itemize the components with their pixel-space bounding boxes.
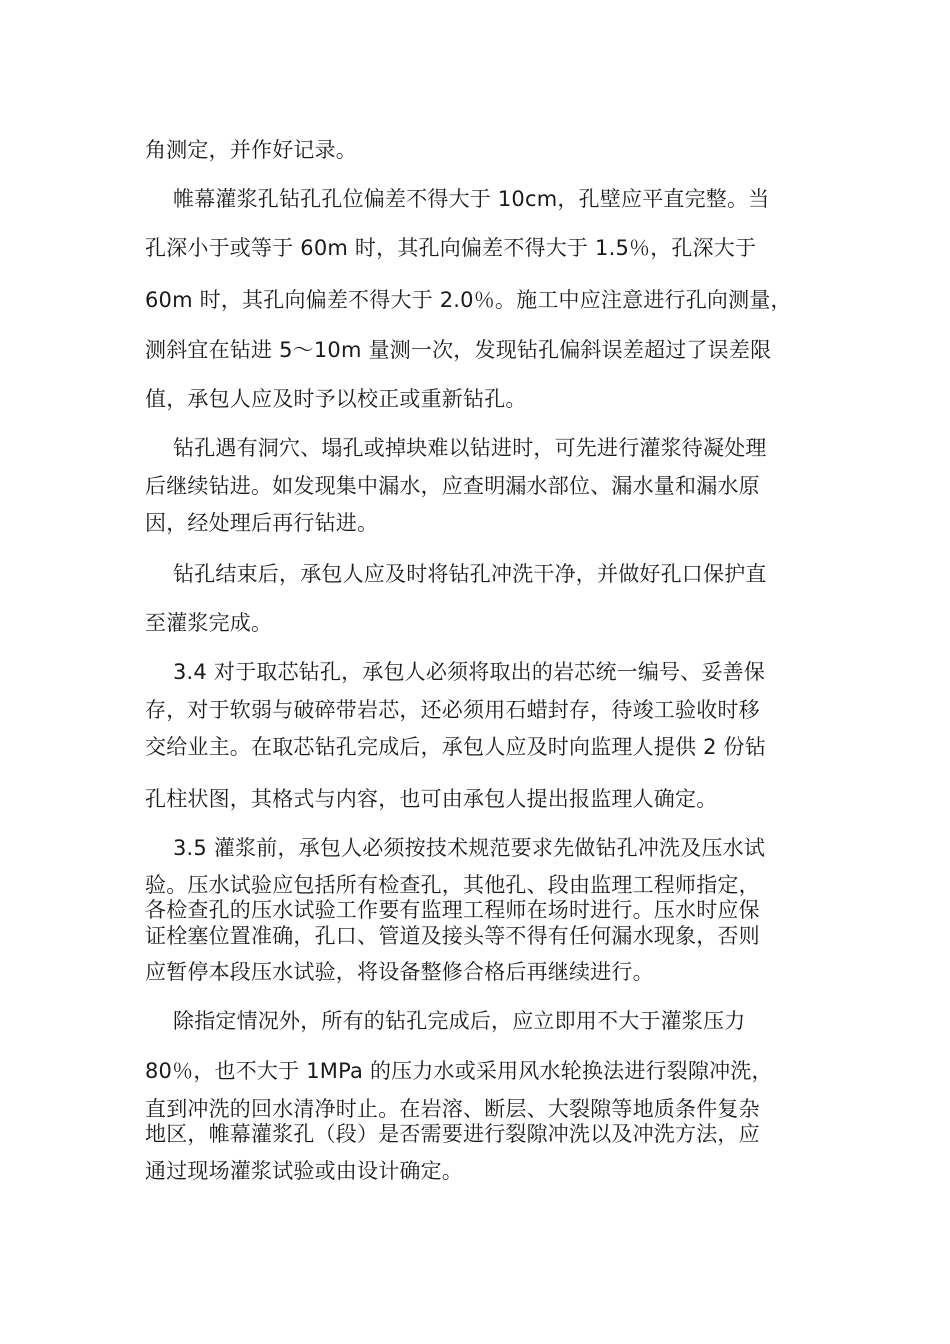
text-line: 后继续钻进。如发现集中漏水，应查明漏水部位、漏水量和漏水原 [145, 474, 760, 498]
text-line: 角测定，并作好记录。 [145, 138, 357, 162]
text-line: 验。压水试验应包括所有检查孔，其他孔、段由监理工程师指定， [145, 873, 760, 897]
text-line: 因，经处理后再行钻进。 [145, 511, 379, 535]
text-line: 孔柱状图，其格式与内容，也可由承包人提出报监理人确定。 [145, 787, 718, 811]
text-line: 值，承包人应及时予以校正或重新钻孔。 [145, 387, 527, 411]
text-line: 3.4 对于取芯钻孔，承包人必须将取出的岩芯统一编号、妥善保 [173, 660, 766, 684]
text-line: 除指定情况外，所有的钻孔完成后，应立即用不大于灌浆压力 [173, 1009, 746, 1033]
text-line: 钻孔遇有洞穴、塌孔或掉块难以钻进时，可先进行灌浆待凝处理 [173, 436, 767, 460]
text-line: 应暂停本段压水试验，将设备整修合格后再继续进行。 [145, 960, 654, 984]
text-line: 至灌浆完成。 [145, 611, 273, 635]
text-line: 80％，也不大于 1MPa 的压力水或采用风水轮换法进行裂隙冲洗， [145, 1059, 773, 1083]
text-line: 直到冲洗的回水清净时止。在岩溶、断层、大裂隙等地质条件复杂 [145, 1097, 760, 1121]
text-line: 帷幕灌浆孔钻孔孔位偏差不得大于 10cm，孔壁应平直完整。当 [173, 187, 770, 211]
text-line: 测斜宜在钻进 5～10m 量测一次，发现钻孔偏斜误差超过了误差限 [145, 338, 772, 362]
text-line: 60m 时，其孔向偏差不得大于 2.0％。施工中应注意进行孔向测量， [145, 288, 792, 312]
text-line: 各检查孔的压水试验工作要有监理工程师在场时进行。压水时应保 [145, 898, 760, 922]
text-line: 交给业主。在取芯钻孔完成后，承包人应及时向监理人提供 2 份钻 [145, 735, 766, 759]
text-line: 孔深小于或等于 60m 时，其孔向偏差不得大于 1.5％，孔深大于 [145, 236, 757, 260]
text-line: 钻孔结束后，承包人应及时将钻孔冲洗干净，并做好孔口保护直 [173, 562, 767, 586]
text-line: 证栓塞位置准确，孔口、管道及接头等不得有任何漏水现象，否则 [145, 924, 760, 948]
text-line: 存，对于软弱与破碎带岩芯，还必须用石蜡封存，待竣工验收时移 [145, 698, 760, 722]
text-line: 地区，帷幕灌浆孔（段）是否需要进行裂隙冲洗以及冲洗方法，应 [145, 1122, 760, 1146]
text-line: 3.5 灌浆前，承包人必须按技术规范要求先做钻孔冲洗及压水试 [173, 836, 766, 860]
text-line: 通过现场灌浆试验或由设计确定。 [145, 1159, 463, 1183]
